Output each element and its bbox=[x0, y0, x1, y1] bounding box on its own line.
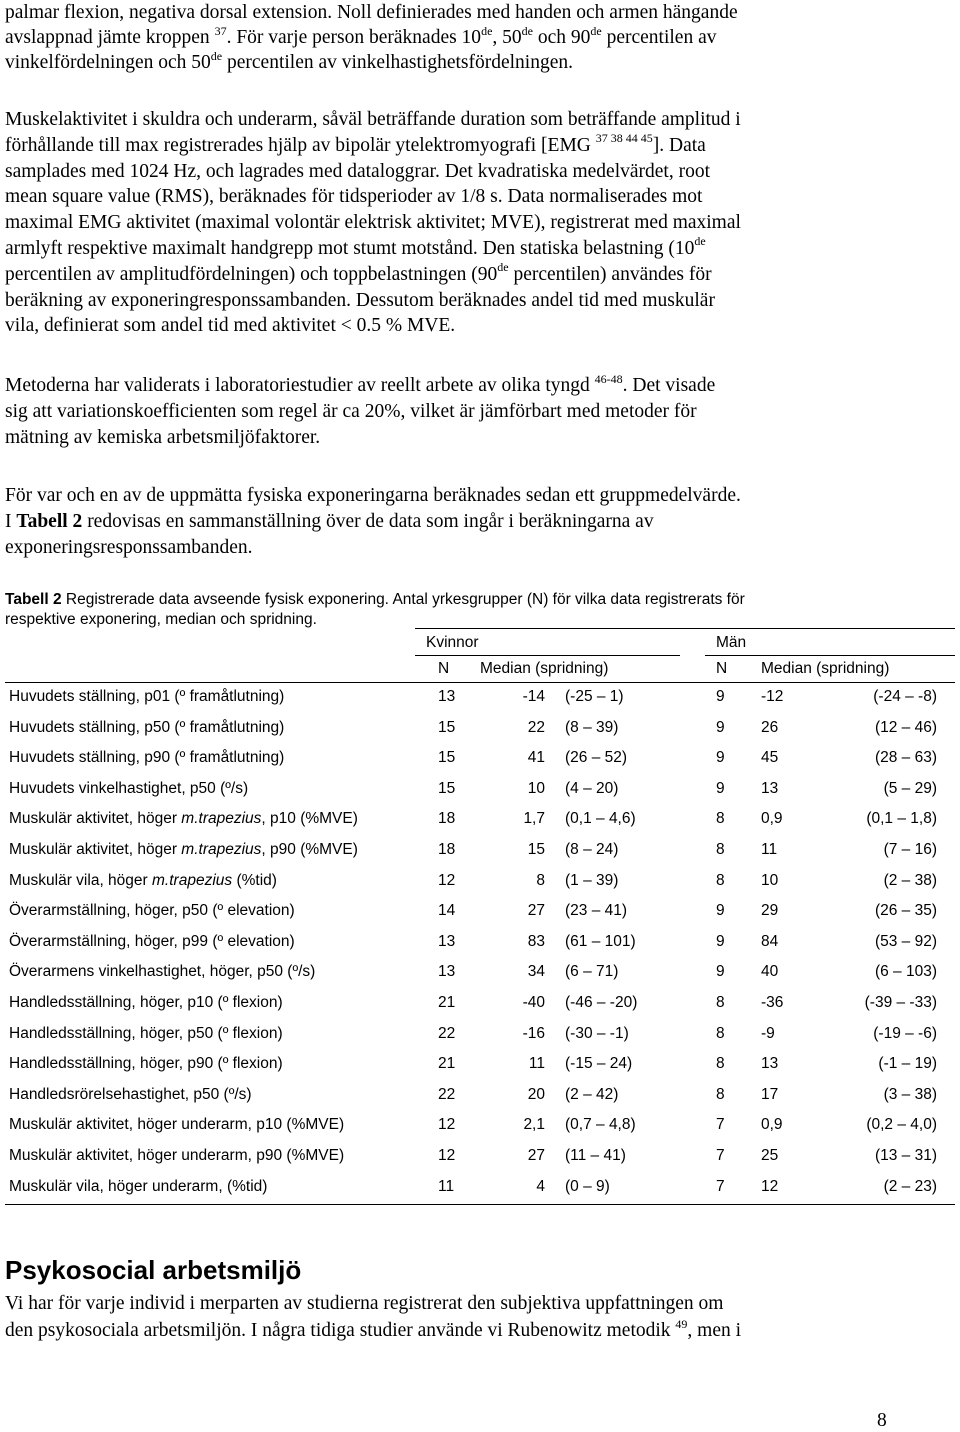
women-range: (-25 – 1) bbox=[565, 688, 624, 705]
text-line: Muskelaktivitet i skuldra och underarm, såväl beträffande duration som beträffande amplitud i bbox=[5, 109, 741, 130]
row-label-text: Huvudets ställning, p01 (º framåtlutning) bbox=[9, 688, 285, 705]
text-line: . För varje person beräknades 10 bbox=[226, 27, 482, 48]
men-range: (0,2 – 4,0) bbox=[866, 1116, 937, 1134]
men-median: 84 bbox=[761, 932, 779, 950]
row-label bbox=[9, 963, 315, 981]
women-n: 15 bbox=[438, 718, 456, 736]
men-median: 45 bbox=[761, 749, 779, 767]
table-caption-text: respektive exponering, median och spridning. bbox=[5, 611, 317, 628]
text-line: . Det visade bbox=[622, 375, 716, 396]
table-row bbox=[5, 841, 955, 863]
women-median: 20 bbox=[527, 1085, 545, 1103]
section-heading: Psykosocial arbetsmiljö bbox=[5, 1255, 302, 1285]
text-line: percentilen av amplitudfördelningen) och toppbelastningen (90 bbox=[5, 263, 498, 285]
women-n: 12 bbox=[438, 871, 456, 889]
women-n: 15 bbox=[438, 779, 456, 797]
row-label-text: Handledsställning, höger, p10 (º flexion) bbox=[9, 994, 283, 1011]
women-n: 14 bbox=[438, 902, 456, 920]
men-n: 7 bbox=[716, 1177, 725, 1195]
row-label bbox=[9, 688, 284, 706]
row-label bbox=[9, 841, 358, 859]
table-row bbox=[5, 1025, 955, 1047]
row-label-text: Handledsställning, höger, p50 (º flexion) bbox=[9, 1024, 283, 1042]
text-line: , men i bbox=[687, 1320, 742, 1341]
table-row bbox=[5, 780, 955, 802]
row-label-text: Överarmställning, höger, p99 (º elevation) bbox=[9, 932, 295, 950]
women-group-rule bbox=[415, 655, 680, 656]
text-line: Vi har för varje individ i merparten av studierna registrerat den subjektiva uppfattningen om bbox=[5, 1293, 724, 1314]
women-n: 11 bbox=[438, 1177, 455, 1195]
reference: 49 bbox=[675, 1316, 688, 1331]
women-range: (-15 – 24) bbox=[565, 1055, 633, 1073]
row-label-text: Överarmställning, höger, p50 (º elevation) bbox=[9, 902, 295, 920]
emg-paragraph bbox=[5, 107, 741, 339]
column-n-women: N bbox=[438, 660, 450, 677]
text-line: redovisas en sammanställning över de data som ingår i beräkningarna av bbox=[82, 511, 654, 532]
row-label-text: Överarmens vinkelhastighet, höger, p50 (º/s) bbox=[9, 963, 316, 981]
table-row bbox=[5, 1086, 955, 1108]
column-group-women: Kvinnor bbox=[426, 634, 479, 651]
validation-paragraph bbox=[5, 373, 715, 451]
women-median: 8 bbox=[536, 871, 545, 889]
reference: 37 38 44 45 bbox=[595, 131, 653, 146]
text-line: den psykosociala arbetsmiljön. I några tidiga studier använde vi Rubenowitz metodik bbox=[5, 1320, 676, 1341]
women-median: 22 bbox=[527, 718, 545, 736]
women-range: (6 – 71) bbox=[565, 963, 619, 981]
women-n: 15 bbox=[438, 749, 456, 767]
table-caption-label: Tabell 2 bbox=[5, 591, 62, 608]
women-range: (0,1 – 4,6) bbox=[565, 810, 636, 828]
row-label-text: Muskulär aktivitet, höger underarm, p10 (%MVE) bbox=[9, 1116, 345, 1134]
men-range: (-19 – -6) bbox=[873, 1024, 937, 1042]
women-n: 22 bbox=[438, 1024, 456, 1042]
table-row bbox=[5, 994, 955, 1016]
row-label-muscle: m.trapezius bbox=[152, 871, 233, 889]
text-line: exponeringsresponssambanden. bbox=[5, 537, 253, 558]
women-n: 21 bbox=[438, 1055, 456, 1073]
row-label bbox=[9, 1086, 252, 1104]
text-line: och 90 bbox=[532, 27, 591, 48]
section-paragraph bbox=[5, 1290, 741, 1344]
text-line: vinkelfördelningen och 50 bbox=[5, 52, 211, 73]
women-range: (1 – 39) bbox=[565, 871, 619, 889]
intro-paragraph bbox=[5, 0, 738, 75]
women-range: (61 – 101) bbox=[565, 932, 636, 950]
page-number: 8 bbox=[877, 1410, 887, 1431]
women-range: (23 – 41) bbox=[565, 902, 628, 920]
women-median: 4 bbox=[536, 1177, 545, 1195]
women-median: 34 bbox=[527, 963, 545, 981]
text-line: samplades med 1024 Hz, och lagrades med dataloggrar. Det kvadratiska medelvärdet, root bbox=[5, 160, 711, 182]
row-label bbox=[9, 872, 277, 890]
men-n: 8 bbox=[716, 1055, 725, 1073]
men-median: 11 bbox=[761, 841, 778, 858]
row-label-text: Muskulär vila, höger bbox=[9, 871, 153, 889]
text-line: maximal EMG aktivitet (maximal volontär elektrisk aktivitet; MVE), registrerat med maximal bbox=[5, 212, 741, 234]
men-n: 9 bbox=[716, 902, 725, 920]
women-n: 22 bbox=[438, 1085, 456, 1103]
women-median: 27 bbox=[527, 1147, 545, 1164]
row-label bbox=[9, 933, 295, 951]
row-label bbox=[9, 902, 295, 920]
text-line: I bbox=[5, 511, 17, 532]
men-range: (6 – 103) bbox=[874, 963, 937, 981]
row-label bbox=[9, 1147, 344, 1165]
table-row bbox=[5, 933, 955, 955]
men-n: 9 bbox=[716, 779, 725, 797]
text-line: avslappnad jämte kroppen bbox=[5, 27, 215, 48]
row-label bbox=[9, 1178, 267, 1196]
men-median: -12 bbox=[761, 688, 784, 705]
text-line: , 50 bbox=[492, 27, 522, 48]
women-n: 13 bbox=[438, 688, 456, 705]
row-label bbox=[9, 1116, 344, 1134]
row-label-text: Huvudets vinkelhastighet, p50 (º/s) bbox=[9, 779, 249, 797]
row-label-text: Huvudets ställning, p50 (º framåtlutning) bbox=[9, 718, 285, 736]
men-n: 9 bbox=[716, 749, 725, 767]
text-line: mean square value (RMS), beräknades för tidsperioder av 1/8 s. Data normaliserades mot bbox=[5, 186, 703, 208]
men-n: 8 bbox=[716, 994, 725, 1011]
row-label-suffix: , p10 (%MVE) bbox=[261, 810, 358, 828]
table-row bbox=[5, 719, 955, 741]
women-n: 13 bbox=[438, 963, 456, 981]
women-n: 21 bbox=[438, 994, 456, 1011]
superscript: de bbox=[521, 23, 533, 38]
men-n: 7 bbox=[716, 1147, 725, 1164]
group-paragraph bbox=[5, 483, 741, 561]
men-n: 8 bbox=[716, 1085, 725, 1103]
women-range: (11 – 41) bbox=[565, 1147, 626, 1164]
text-line: För var och en av de uppmätta fysiska exponeringarna beräknades sedan ett gruppmedelvärde. bbox=[5, 485, 741, 506]
men-median: 0,9 bbox=[761, 1116, 783, 1134]
women-median: 15 bbox=[527, 841, 545, 858]
women-median: 27 bbox=[527, 902, 545, 920]
men-n: 8 bbox=[716, 1024, 725, 1042]
row-label-suffix: (%tid) bbox=[232, 871, 277, 889]
men-median: 40 bbox=[761, 963, 779, 981]
text-line: ]. Data bbox=[652, 134, 706, 156]
table-row bbox=[5, 749, 955, 771]
women-median: 83 bbox=[527, 932, 545, 950]
table-row bbox=[5, 810, 955, 832]
men-n: 9 bbox=[716, 688, 725, 705]
men-median: -36 bbox=[761, 994, 784, 1011]
row-label bbox=[9, 719, 284, 737]
text-line: mätning av kemiska arbetsmiljöfaktorer. bbox=[5, 427, 321, 448]
men-n: 8 bbox=[716, 841, 725, 858]
superscript: de bbox=[497, 260, 509, 275]
women-n: 18 bbox=[438, 841, 456, 858]
women-range: (-30 – -1) bbox=[565, 1024, 629, 1042]
table-row bbox=[5, 1055, 955, 1077]
women-range: (0 – 9) bbox=[565, 1177, 610, 1195]
table-caption-text: Registrerade data avseende fysisk exponering. Antal yrkesgrupper (N) för vilka data registrerats för bbox=[61, 591, 745, 608]
women-n: 12 bbox=[438, 1116, 456, 1134]
table-row bbox=[5, 1178, 955, 1200]
men-range: (0,1 – 1,8) bbox=[866, 810, 937, 828]
women-n: 18 bbox=[438, 810, 456, 828]
men-median: 0,9 bbox=[761, 810, 783, 828]
row-label-text: Muskulär aktivitet, höger bbox=[9, 841, 182, 858]
men-median: 26 bbox=[761, 718, 779, 736]
men-range: (-39 – -33) bbox=[864, 994, 937, 1011]
column-median-women: Median (spridning) bbox=[480, 660, 609, 677]
men-range: (28 – 63) bbox=[874, 749, 937, 767]
table-top-rule bbox=[415, 628, 955, 629]
women-range: (4 – 20) bbox=[565, 779, 619, 797]
text-line: förhållande till max registrerades hjälp av bipolär ytelektromyografi [EMG bbox=[5, 134, 596, 156]
men-n: 8 bbox=[716, 810, 725, 828]
men-range: (-24 – -8) bbox=[873, 688, 937, 705]
text-line: palmar flexion, negativa dorsal extension. Noll definierades med handen och armen hängande bbox=[5, 2, 738, 23]
men-range: (12 – 46) bbox=[874, 718, 937, 736]
reference: 37 bbox=[214, 23, 227, 38]
column-group-men: Män bbox=[716, 634, 747, 651]
table-row bbox=[5, 872, 955, 894]
men-range: (7 – 16) bbox=[883, 841, 937, 858]
men-median: 29 bbox=[761, 902, 779, 920]
column-n-men: N bbox=[716, 660, 728, 677]
table-row bbox=[5, 1116, 955, 1138]
men-median: 17 bbox=[761, 1085, 779, 1103]
men-median: 13 bbox=[761, 1055, 779, 1073]
women-median: 10 bbox=[527, 779, 545, 797]
women-range: (26 – 52) bbox=[565, 749, 628, 767]
table-bottom-rule bbox=[5, 1204, 955, 1205]
superscript: de bbox=[210, 48, 223, 63]
men-n: 8 bbox=[716, 871, 725, 889]
row-label-muscle: m.trapezius bbox=[181, 810, 262, 828]
text-line: armlyft respektive maximalt handgrepp mot stumt motstånd. Den statiska belastning (10 bbox=[5, 237, 695, 259]
text-line: percentilen av bbox=[601, 27, 717, 48]
row-label-text: Handledsställning, höger, p90 (º flexion) bbox=[9, 1055, 283, 1073]
women-median: -14 bbox=[522, 688, 545, 705]
women-median: -40 bbox=[522, 994, 545, 1011]
men-range: (2 – 38) bbox=[883, 871, 937, 889]
women-n: 13 bbox=[438, 932, 456, 950]
reference: 46-48 bbox=[594, 371, 623, 386]
men-n: 9 bbox=[716, 963, 725, 981]
men-median: 12 bbox=[761, 1177, 779, 1195]
men-range: (5 – 29) bbox=[883, 779, 937, 797]
table-row bbox=[5, 1147, 955, 1169]
superscript: de bbox=[590, 23, 602, 38]
text-line: percentilen av vinkelhastighetsfördelningen. bbox=[222, 52, 573, 73]
row-label-muscle: m.trapezius bbox=[181, 841, 262, 858]
men-n: 7 bbox=[716, 1116, 725, 1134]
women-range: (-46 – -20) bbox=[565, 994, 638, 1011]
women-median: -16 bbox=[522, 1024, 545, 1042]
men-median: 13 bbox=[761, 779, 779, 797]
men-median: 10 bbox=[761, 871, 779, 889]
table-row bbox=[5, 963, 955, 985]
header-bottom-rule bbox=[5, 682, 955, 683]
table-row bbox=[5, 902, 955, 924]
row-label bbox=[9, 810, 358, 828]
row-label bbox=[9, 749, 284, 767]
superscript: de bbox=[481, 23, 493, 38]
men-n: 9 bbox=[716, 718, 725, 736]
women-range: (0,7 – 4,8) bbox=[565, 1116, 636, 1134]
women-range: (2 – 42) bbox=[565, 1085, 619, 1103]
row-label-text: Handledsrörelsehastighet, p50 (º/s) bbox=[9, 1085, 252, 1103]
table-reference: Tabell 2 bbox=[16, 511, 83, 532]
row-label-suffix: , p90 (%MVE) bbox=[261, 841, 358, 858]
women-median: 1,7 bbox=[523, 810, 545, 828]
men-range: (3 – 38) bbox=[883, 1085, 937, 1103]
women-median: 41 bbox=[527, 749, 545, 767]
row-label bbox=[9, 780, 248, 798]
row-label-text: Muskulär aktivitet, höger underarm, p90 (%MVE) bbox=[9, 1147, 345, 1164]
text-line: Metoderna har validerats i laboratoriestudier av reellt arbete av olika tyngd bbox=[5, 375, 595, 396]
text-line: beräkning av exponeringresponssambanden. Dessutom beräknades andel tid med muskulär bbox=[5, 289, 715, 311]
row-label-text: Muskulär vila, höger underarm, (%tid) bbox=[9, 1177, 268, 1195]
men-range: (-1 – 19) bbox=[878, 1055, 937, 1073]
row-label bbox=[9, 1025, 283, 1043]
men-range: (26 – 35) bbox=[874, 902, 937, 920]
table-caption bbox=[5, 590, 955, 630]
women-n: 12 bbox=[438, 1147, 456, 1164]
text-line: percentilen) användes för bbox=[508, 263, 712, 285]
women-range: (8 – 39) bbox=[565, 718, 619, 736]
women-median: 2,1 bbox=[523, 1116, 545, 1134]
row-label-text: Huvudets ställning, p90 (º framåtlutning) bbox=[9, 749, 285, 767]
text-line: sig att variationskoefficienten som regel är ca 20%, vilket är jämförbart med metoder för bbox=[5, 401, 697, 422]
men-n: 9 bbox=[716, 932, 725, 950]
men-range: (13 – 31) bbox=[874, 1147, 937, 1164]
men-median: -9 bbox=[761, 1024, 775, 1042]
women-range: (8 – 24) bbox=[565, 841, 619, 858]
row-label bbox=[9, 1055, 283, 1073]
men-median: 25 bbox=[761, 1147, 779, 1164]
column-median-men: Median (spridning) bbox=[761, 660, 890, 677]
table-row bbox=[5, 688, 955, 710]
text-line: vila, definierat som andel tid med aktivitet < 0.5 % MVE. bbox=[5, 315, 456, 337]
men-range: (2 – 23) bbox=[883, 1177, 937, 1195]
men-range: (53 – 92) bbox=[874, 932, 937, 950]
superscript: de bbox=[694, 234, 706, 249]
row-label bbox=[9, 994, 283, 1012]
women-median: 11 bbox=[528, 1055, 545, 1073]
row-label-text: Muskulär aktivitet, höger bbox=[9, 810, 182, 828]
men-group-rule bbox=[705, 655, 955, 656]
